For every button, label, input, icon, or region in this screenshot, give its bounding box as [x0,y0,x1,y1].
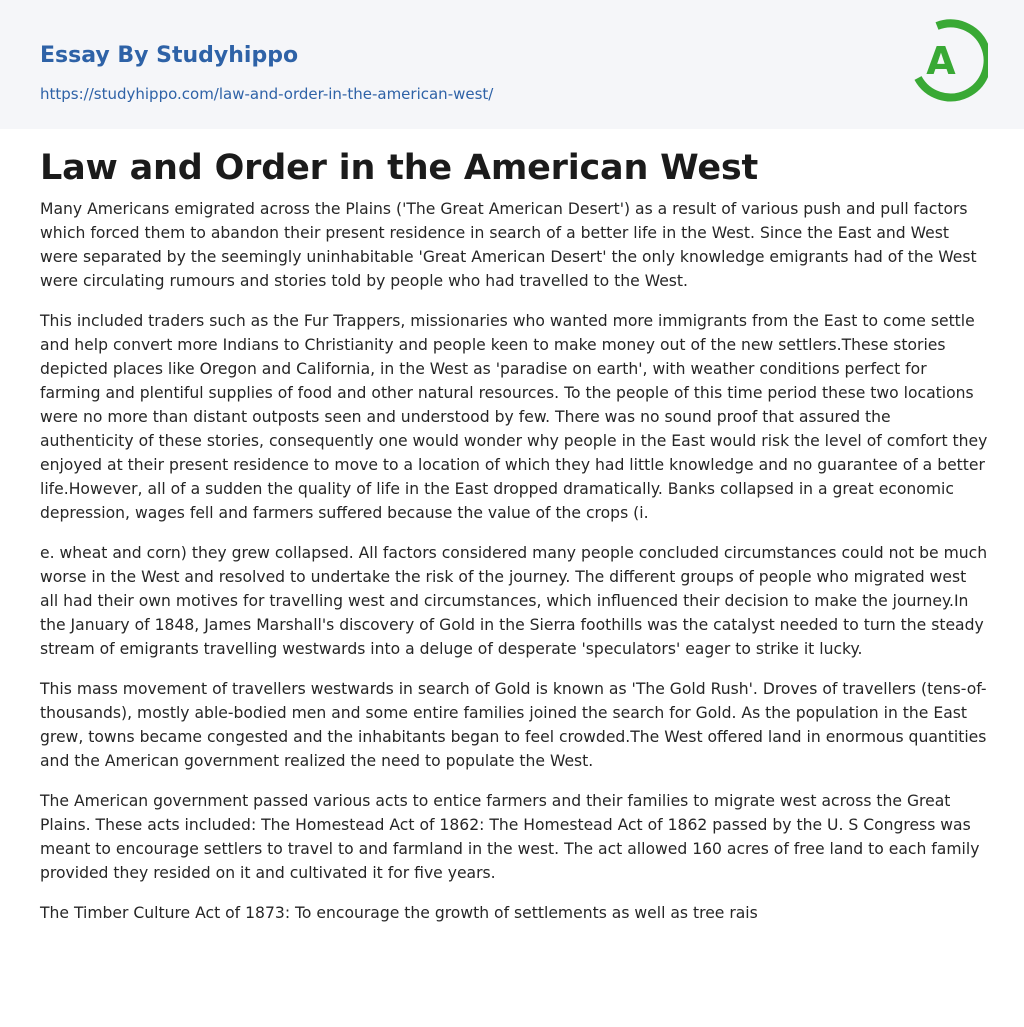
article-title: Law and Order in the American West [40,148,759,188]
site-header [0,0,1024,129]
article-paragraph: This mass movement of travellers westwards in search of Gold is known as 'The Gold Rush'. Droves of travellers (tens-of-thousands), mostly able-bodied men and some entire families joined the search for Gold. As the population in the East grew, towns became congested and the inhabitants began to feel crowded.The West offered land in enormous quantities and the American government realized the need to populate the West. [40,680,987,770]
logo-letter: A [926,39,956,83]
article-paragraph: e. wheat and corn) they grew collapsed. All factors considered many people concluded circumstances could not be much worse in the West and resolved to undertake the risk of the journey. The different groups of people who migrated west all had their own motives for travelling west and circumstances, which influenced their decision to make the journey.In the January of 1848, James Marshall's discovery of Gold in the Sierra foothills was the catalyst needed to turn the steady stream of emigrants travelling westwards into a deluge of desperate 'speculators' eager to strike it lucky. [40,544,988,658]
studyhippo-logo-icon[interactable] [910,18,988,106]
site-brand[interactable]: Essay By Studyhippo [40,43,299,68]
article-paragraph: The American government passed various acts to entice farmers and their families to migrate west across the Great Plains. These acts included: The Homestead Act of 1862: The Homestead Act of 1862 passed by the U. S Congress was meant to encourage settlers to travel to and farmland in the west. The act allowed 160 acres of free land to each family provided they resided on it and cultivated it for five years. [40,792,980,882]
article-paragraph: This included traders such as the Fur Trappers, missionaries who wanted more immigrants from the East to come settle and help convert more Indians to Christianity and people keen to make money out of the new settlers.These stories depicted places like Oregon and California, in the West as 'paradise on earth', with weather conditions perfect for farming and plentiful supplies of food and other natural resources. To the people of this time period these two locations were no more than distant outposts seen and understood by few. There was no sound proof that assured the authenticity of these stories, consequently one would wonder why people in the East would risk the level of comfort they enjoyed at their present residence to move to a location of which they had little knowledge and no guarantee of a better life.However, all of a sudden the quality of life in the East dropped dramatically. Banks collapsed in a great economic depression, wages fell and farmers suffered because the value of the crops (i. [40,312,988,522]
article-paragraph: The Timber Culture Act of 1873: To encourage the growth of settlements as well as tree rais [40,904,758,922]
article-paragraph: Many Americans emigrated across the Plains ('The Great American Desert') as a result of various push and pull factors which forced them to abandon their present residence in search of a better life in the West. Since the East and West were separated by the seemingly uninhabitable 'Great American Desert' the only knowledge emigrants had of the West were circulating rumours and stories told by people who had travelled to the West. [40,200,977,290]
article [40,145,988,941]
source-url-link[interactable]: https://studyhippo.com/law-and-order-in-the-american-west/ [40,85,494,103]
